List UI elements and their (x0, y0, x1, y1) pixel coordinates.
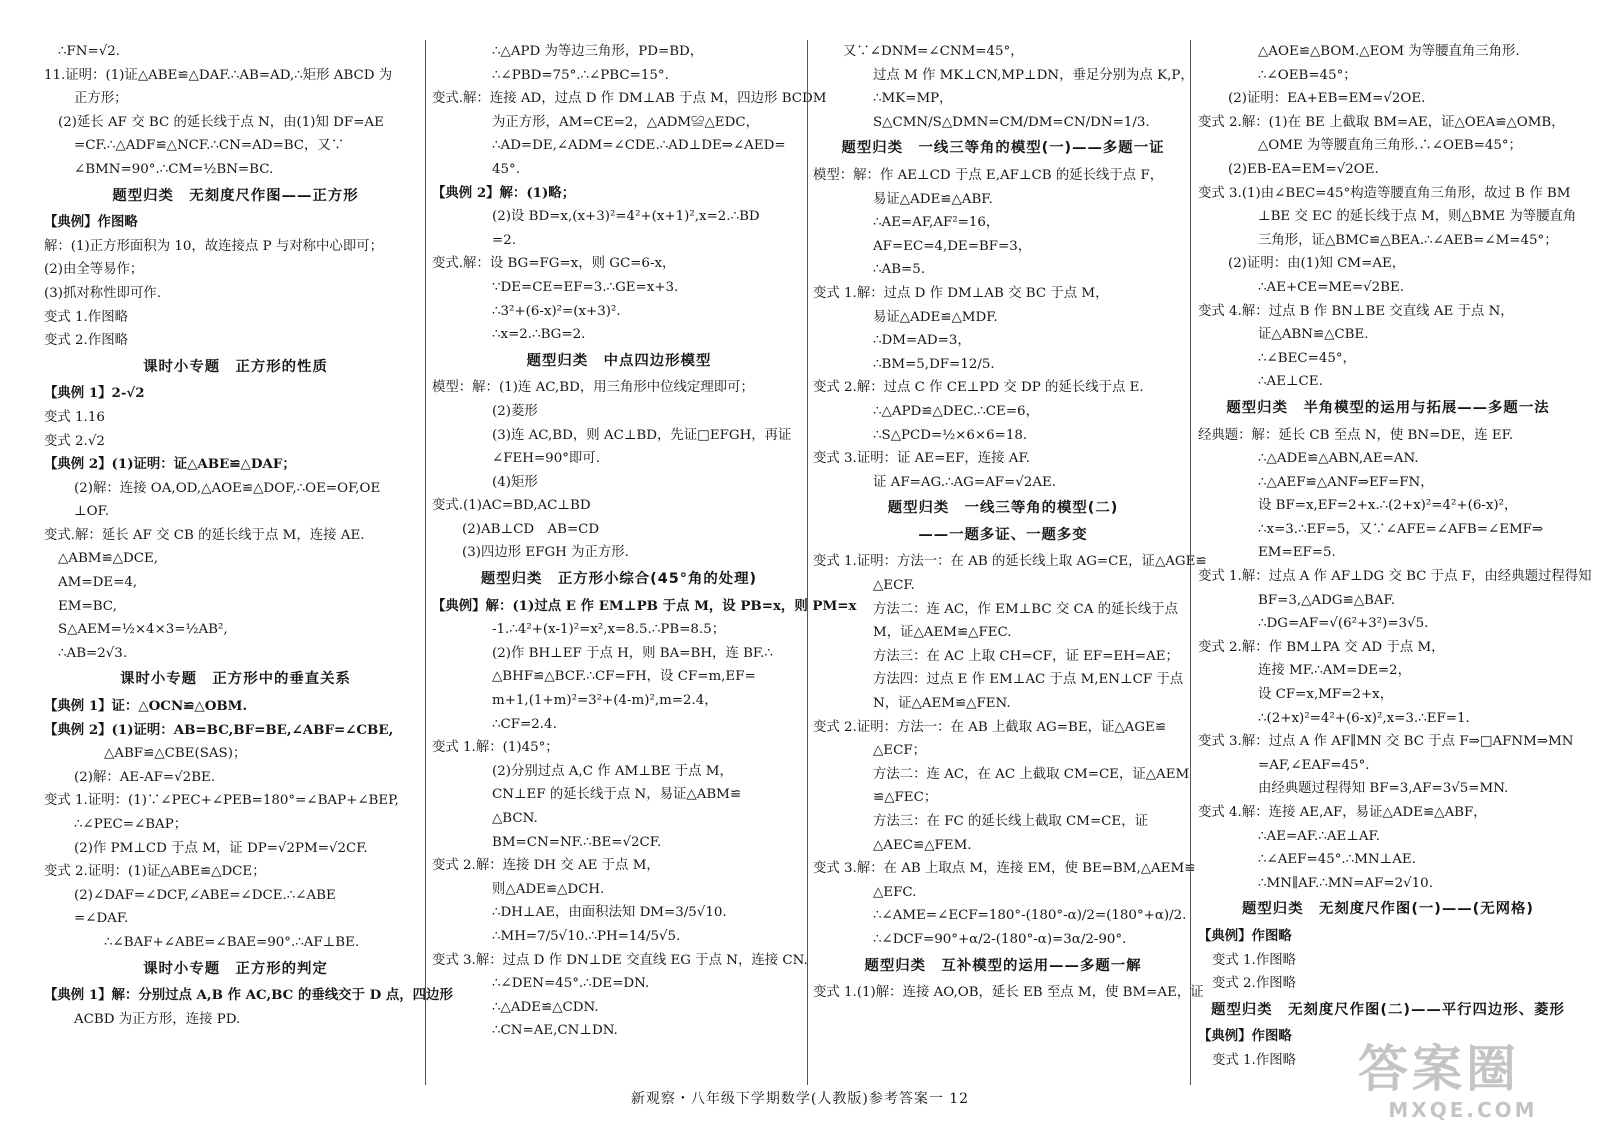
answer-line: ∴S△PCD=½×6×6=18. (873, 427, 1028, 443)
answer-line: 易证△ADE≌△MDF. (873, 309, 998, 325)
answer-line: ⊥OF. (74, 504, 110, 520)
page-footer: 新观察・八年级下学期数学(人教版)参考答案一 12 (630, 1091, 970, 1107)
answer-line: 连接 MF.∴AM=DE=2， (1258, 663, 1411, 679)
answer-line: 由经典题过程得知 BF=3,AF=3√5=MN. (1258, 781, 1509, 797)
answer-line: ∵DE=CE=EF=3.∴GE=x+3. (492, 279, 679, 295)
answer-line: 变式.解：连接 AD，过点 D 作 DM⊥AB 于点 M，四边形 BCDM (432, 91, 827, 107)
answer-line: ∴∠BEC=45°， (1258, 350, 1356, 366)
answer-line: 设 CF=x,MF=2+x， (1258, 687, 1394, 703)
section-heading: 题型归类 无刻度尺作图(一)——(无网格) (1242, 901, 1534, 918)
answer-line: 又∵∠DNM=∠CNM=45°， (843, 44, 1024, 59)
answer-line: (2)解：连接 OA,OD,△AOE≌△DOF,∴OE=OF,OE (74, 480, 381, 496)
answer-line: (2)证明：EA+EB=EM=√2OE. (1228, 91, 1426, 107)
answer-line: 变式 2.证明：方法一：在 AB 上截取 AG=BE，证△AGE≌ (813, 719, 1167, 735)
answer-line: ≌△FEC； (873, 790, 938, 806)
answer-line: 设 BF=x,EF=2+x.∴(2+x)²=4²+(6-x)²， (1258, 498, 1518, 514)
answer-line: 变式 1.解：过点 D 作 DM⊥AB 交 BC 于点 M， (813, 285, 1109, 301)
section-heading: 题型归类 中点四边形模型 (526, 352, 712, 369)
section-heading: 题型归类 正方形小综合(45°角的处理) (480, 571, 758, 588)
answer-line: △AEC≌△FEM. (873, 837, 972, 853)
answer-line: ∴CF=2.4. (492, 716, 557, 732)
answer-line: ∴3²+(6-x)²=(x+3)². (492, 303, 621, 319)
answer-line: 【典例】解：(1)过点 E 作 EM⊥PB 于点 M，设 PB=x，则 PM=x (432, 597, 857, 614)
answer-line: 变式 3.证明：证 AE=EF，连接 AF. (813, 451, 1030, 467)
section-heading: 题型归类 无刻度尺作图——正方形 (112, 187, 359, 204)
answer-line: 变式.解：设 BG=FG=x，则 GC=6-x， (432, 256, 676, 272)
answer-line: 11.证明：(1)证△ABE≌△DAF.∴AB=AD,∴矩形 ABCD 为 (44, 67, 393, 83)
answer-line: 过点 M 作 MK⊥CN,MP⊥DN，垂足分别为点 K,P， (873, 67, 1194, 83)
answer-line: 变式 1.作图略 (44, 309, 128, 325)
answer-line: △ECF. (873, 578, 915, 594)
watermark-url: MXQE.COM (1388, 1098, 1538, 1122)
answer-line: ∴∠OEB=45°； (1258, 67, 1357, 83)
answer-line: △OME 为等腰直角三角形.∴∠OEB=45°； (1258, 138, 1522, 154)
answer-line: 【典例】作图略 (44, 214, 138, 231)
section-heading: 课时小专题 正方形的性质 (143, 358, 328, 375)
answer-line: ∴CN=AE,CN⊥DN. (492, 1023, 618, 1039)
answer-line: ∴△APD 为等边三角形，PD=BD， (492, 44, 704, 59)
column-divider (425, 40, 426, 1085)
answer-line: 变式 1.证明：(1)∵∠PEC+∠PEB=180°=∠BAP+∠BEP, (44, 793, 399, 809)
answer-line: (4)矩形 (492, 474, 538, 490)
answer-line: (2)设 BD=x,(x+3)²=4²+(x+1)²,x=2.∴BD (492, 209, 760, 225)
answer-line: △ECF； (873, 743, 927, 759)
answer-line: ∴AB=2√3. (58, 645, 128, 661)
answer-line: △BCN. (492, 811, 538, 826)
answer-line: 变式 4.解：过点 B 作 BN⊥BE 交直线 AE 于点 N， (1198, 303, 1514, 319)
answer-line: ∴MH=7/5√10.∴PH=14/5√5. (492, 928, 681, 944)
answer-line: ∴∠DEN=45°.∴DE=DN. (492, 976, 650, 992)
answer-line: (2)延长 AF 交 BC 的延长线于点 N，由(1)知 DF=AE (58, 114, 384, 130)
answer-line: ∴∠BAF+∠ABE=∠BAE=90°.∴AF⊥BE. (104, 934, 360, 950)
answer-line: 三角形，证△BMC≌△BEA.∴∠AEB=∠M=45°； (1258, 232, 1558, 248)
answer-line: 45°. (492, 161, 520, 177)
answer-line: (3)抓对称性即可作. (44, 285, 161, 301)
answer-column-1 (44, 40, 453, 1031)
answer-line: ∴AE=AF.∴AE⊥AF. (1258, 828, 1381, 844)
answer-line: ∠BMN=90°.∴CM=½BN=BC. (74, 161, 274, 177)
answer-line: ∴x=3.∴EF=5，又∵∠AFE=∠AFB=∠EMF⇒ (1258, 521, 1544, 537)
answer-line: 变式.解：延长 AF 交 CB 的延长线于点 M，连接 AE. (44, 527, 365, 543)
answer-line: 【典例 2】(1)证明：AB=BC,BF=BE,∠ABF=∠CBE, (44, 721, 394, 738)
answer-line: 则△ADE≌△DCH. (492, 881, 605, 897)
answer-line: 变式 2.证明：(1)证△ABE≌△DCE； (44, 864, 266, 880)
answer-line: ∴x=2.∴BG=2. (492, 327, 586, 343)
answer-line: (2)AB⊥CD AB=CD (462, 521, 600, 537)
answer-line: △ABM≌△DCE, (58, 551, 159, 567)
answer-line: ∴(2+x)²=4²+(6-x)²,x=3.∴EF=1. (1258, 710, 1470, 726)
answer-line: ∴DM=AD=3， (873, 333, 971, 349)
answer-line: ⊥BE 交 EC 的延长线于点 M，则△BME 为等腰直角 (1258, 209, 1577, 225)
section-heading: 题型归类 半角模型的运用与拓展——多题一法 (1226, 399, 1550, 416)
section-heading: 题型归类 无刻度尺作图(二)——平行四边形、菱形 (1211, 1001, 1565, 1018)
answer-line: 变式 1.作图略 (1212, 952, 1296, 968)
answer-line: =2. (492, 232, 516, 248)
answer-line: -1.∴4²+(x-1)²=x²,x=8.5.∴PB=8.5； (492, 622, 726, 638)
answer-line: 变式 1.解：(1)45°； (432, 740, 559, 756)
answer-line: ∴AE⊥CE. (1258, 374, 1323, 390)
answer-line: (2)EB-EA=EM=√2OE. (1228, 161, 1379, 177)
answer-line: ∴△AEF≌△ANF⇒EF=FN， (1258, 474, 1434, 490)
answer-line: ∴MK=MP， (873, 91, 953, 107)
answer-line: △AOE≌△BOM.△EOM 为等腰直角三角形. (1258, 44, 1520, 59)
answer-line: 方法二：连 AC，作 EM⊥BC 交 CA 的延长线于点 (873, 601, 1178, 617)
answer-line: 易证△ADE≌△ABF. (873, 191, 993, 207)
answer-line: 方法三：在 AC 上取 CH=CF，证 EF=EH=AE； (873, 648, 1179, 664)
answer-line: 变式 1.作图略 (1212, 1052, 1296, 1068)
answer-line: 模型：解：作 AE⊥CD 于点 E,AF⊥CB 的延长线于点 F， (813, 167, 1164, 183)
answer-line: ∴DG=AF=√(6²+3²)=3√5. (1258, 616, 1429, 632)
answer-line: 方法三：在 FC 的延长线上截取 CM=CE，证 (873, 814, 1148, 829)
answer-line: EM=EF=5. (1258, 545, 1336, 561)
section-heading: 题型归类 互补模型的运用——多题一解 (864, 957, 1142, 974)
answer-line: 变式.(1)AC=BD,AC⊥BD (432, 498, 591, 514)
answer-line: 变式 3.解：在 AB 上取点 M，连接 EM，使 BE=BM,△AEM≌ (813, 861, 1196, 877)
answer-line: 【典例 1】解：分别过点 A,B 作 AC,BC 的垂线交于 D 点，四边形 (44, 987, 453, 1004)
answer-line: ∴∠DCF=90°+α/2-(180°-α)=3α/2-90°. (873, 931, 1127, 947)
answer-line: ∴∠PBD=75°.∴∠PBC=15°. (492, 67, 669, 83)
answer-line: 变式 2.√2 (44, 433, 105, 449)
answer-line: 方法二：连 AC，在 AC 上截取 CM=CE，证△AEM (873, 766, 1190, 782)
answer-line: 变式 1.(1)解：连接 AO,OB，延长 EB 至点 M，使 BM=AE，证 (813, 985, 1204, 1001)
answer-line: △BHF≌△BCF.∴CF=FH，设 CF=m,EF= (492, 669, 756, 685)
answer-line: =∠DAF. (74, 911, 129, 927)
answer-line: 变式 2.作图略 (1212, 976, 1296, 992)
answer-line: 变式 2.解：(1)在 BE 上截取 BM=AE，证△OEA≌△OMB， (1198, 114, 1565, 130)
answer-line: CN⊥EF 的延长线于点 N，易证△ABM≌ (492, 787, 742, 803)
answer-line: 【典例 1】证：△OCN≌△OBM. (44, 698, 248, 715)
answer-line: ∴DH⊥AE，由面积法知 DM=3/5√10. (492, 905, 727, 921)
answer-line: =CF.∴△ADF≌△NCF.∴CN=AD=BC，又∵ (74, 138, 345, 154)
answer-line: S△CMN/S△DMN=CM/DM=CN/DN=1/3. (873, 114, 1150, 130)
watermark-logo (1358, 1040, 1568, 1125)
answer-line: (2)作 PM⊥CD 于点 M，证 DP=√2PM=√2CF. (74, 840, 368, 856)
answer-line: 解：(1)正方形面积为 10，故连接点 P 与对称中心即可； (44, 238, 383, 254)
section-heading: 课时小专题 正方形中的垂直关系 (120, 671, 351, 688)
answer-line: 变式 3.解：过点 D 作 DN⊥DE 交直线 EG 于点 N，连接 CN. (432, 952, 808, 968)
answer-line: 模型：解：(1)连 AC,BD，用三角形中位线定理即可； (432, 380, 754, 396)
answer-line: ∴∠AEF=45°.∴MN⊥AE. (1258, 852, 1416, 868)
answer-line: (2)∠DAF=∠DCF,∠ABE=∠DCE.∴∠ABE (74, 887, 336, 903)
column-divider (807, 40, 808, 1085)
answer-line: AM=DE=4, (58, 575, 138, 591)
answer-line: 【典例】作图略 (1198, 927, 1292, 944)
answer-line: ∴MN∥AF.∴MN=AF=2√10. (1258, 875, 1433, 891)
answer-column-2 (432, 40, 857, 1043)
answer-line: 变式 1.证明：方法一：在 AB 的延长线上取 AG=CE，证△AGE≌ (813, 554, 1207, 570)
answer-line: EM=BC, (58, 598, 117, 614)
answer-line: ∠FEH=90°即可. (492, 451, 600, 467)
answer-line: ∴∠PEC=∠BAP； (74, 817, 188, 832)
answer-line: (3)四边形 EFGH 为正方形. (462, 545, 629, 561)
section-heading: ——一题多证、一题多变 (918, 526, 1088, 543)
answer-line: (2)分别过点 A,C 作 AM⊥BE 于点 M， (492, 763, 733, 779)
answer-line: (2)菱形 (492, 403, 538, 419)
answer-line: 经典题：解：延长 CB 至点 N，使 BN=DE，连 EF. (1198, 427, 1514, 443)
answer-line: 证 AF=AG.∴AG=AF=√2AE. (873, 474, 1057, 490)
answer-line: =AF,∠EAF=45°. (1258, 757, 1370, 773)
answer-line: (2)作 BH⊥EF 于点 H，则 BA=BH，连 BF.∴ (492, 645, 773, 661)
answer-line: BM=CN=NF.∴BE=√2CF. (492, 834, 662, 850)
answer-line: ∴△ADE≌△ABN,AE=AN. (1258, 451, 1419, 467)
answer-line: ∴△ADE≌△CDN. (492, 999, 599, 1015)
answer-line: (3)连 AC,BD，则 AC⊥BD，先证□EFGH，再证 (492, 427, 792, 443)
answer-line: 变式 3.解：过点 A 作 AF∥MN 交 BC 于点 F⇒□AFNM⇒MN (1198, 734, 1574, 750)
answer-line: 【典例】作图略 (1198, 1028, 1292, 1045)
section-heading: 题型归类 一线三等角的模型(一)——多题一证 (841, 140, 1165, 157)
answer-line: M，证△AEM≌△FEC. (873, 625, 1012, 641)
answer-line: 变式 1.16 (44, 409, 105, 425)
answer-line: ∴AB=5. (873, 262, 926, 278)
answer-line: 变式 4.解：连接 AE,AF，易证△ADE≌△ABF， (1198, 805, 1487, 820)
answer-line: 变式 3.(1)由∠BEC=45°构造等腰直角三角形，故过 B 作 BM (1198, 185, 1571, 201)
answer-line: ∴AE+CE=ME=√2BE. (1258, 279, 1405, 295)
section-heading: 题型归类 一线三等角的模型(二) (887, 500, 1119, 517)
answer-line: 【典例 2】解：(1)略； (432, 184, 576, 201)
answer-line: 证△ABN≌△CBE. (1258, 327, 1369, 343)
answer-line: 【典例 2】(1)证明：证△ABE≌△DAF； (44, 456, 296, 473)
answer-line: (2)证明：由(1)知 CM=AE， (1228, 256, 1406, 272)
answer-line: 变式 2.解：作 BM⊥PA 交 AD 于点 M， (1198, 639, 1445, 655)
answer-line: 变式 2.解：连接 DH 交 AE 于点 M， (432, 858, 660, 874)
answer-line: 方法四：过点 E 作 EM⊥AC 于点 M,EN⊥CF 于点 (873, 672, 1184, 688)
answer-line: ∴BM=5,DF=12/5. (873, 356, 995, 372)
answer-line: ∴△APD≌△DEC.∴CE=6， (873, 403, 1039, 419)
column-divider (1190, 40, 1191, 1085)
answer-column-4 (1198, 40, 1592, 1073)
answer-line: ∴∠AME=∠ECF=180°-(180°-α)/2=(180°+α)/2. (873, 908, 1187, 924)
answer-line: ∴FN=√2. (58, 44, 121, 59)
answer-line: (2)由全等易作； (44, 262, 144, 278)
answer-line: 变式 2.作图略 (44, 333, 128, 349)
answer-line: (2)解：AE-AF=√2BE. (74, 769, 216, 785)
answer-line: 为正方形，AM=CE=2，△ADM≌△EDC， (492, 114, 759, 130)
answer-line: 变式 1.解：过点 A 作 AF⊥DG 交 BC 于点 F，由经典题过程得知 (1198, 569, 1592, 585)
answer-line: S△AEM=½×4×3=½AB², (58, 622, 228, 638)
answer-line: △ABF≌△CBE(SAS)； (104, 746, 247, 762)
section-heading: 课时小专题 正方形的判定 (143, 960, 328, 977)
answer-line: ∴AD=DE,∠ADM=∠CDE.∴AD⊥DE⇒∠AED= (492, 138, 786, 154)
answer-line: AF=EC=4,DE=BF=3， (873, 238, 1032, 254)
answer-line: 【典例 1】2-√2 (44, 385, 145, 402)
answer-line: ∴AE=AF,AF²=16， (873, 215, 1000, 231)
watermark-text: 答案圈 (1358, 1040, 1520, 1098)
answer-line: N，证△AEM≌△FEN. (873, 696, 1011, 712)
answer-line: 正方形； (74, 91, 128, 107)
answer-line: △EFC. (873, 884, 917, 900)
answer-line: BF=3,△ADG≌△BAF. (1258, 592, 1396, 608)
answer-line: 变式 2.解：过点 C 作 CE⊥PD 交 DP 的延长线于点 E. (813, 380, 1144, 396)
answer-line: ACBD 为正方形，连接 PD. (74, 1011, 241, 1027)
answer-column-3 (813, 40, 1207, 1005)
answer-line: m+1,(1+m)²=3²+(4-m)²,m=2.4， (492, 693, 718, 709)
